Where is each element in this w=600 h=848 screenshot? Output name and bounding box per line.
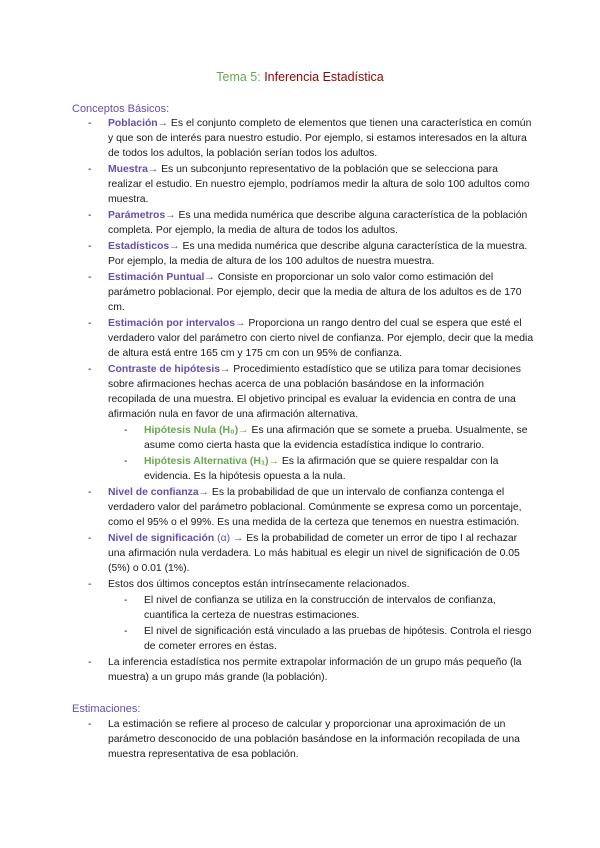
estimation-text: La estimación se refiere al proceso de calcular y proporcionar una aproximación de un parámetro desconocido de una población basándose en la información recopilada de una muestra representativa de esa población. [108, 719, 520, 760]
list-item-estadisticos [72, 239, 534, 269]
basics-list [72, 116, 534, 686]
bullet-dash: - [88, 487, 92, 498]
arrow-icon: → [268, 456, 279, 467]
list-item-estimacion [72, 717, 534, 762]
definition-text: Es una medida numérica que describe alguna característica de la población completa. Por ejemplo, la media de altura de todos los adultos. [108, 210, 528, 236]
term-label: Contraste de hipótesis [108, 364, 221, 375]
arrow-icon: → [198, 487, 210, 498]
title-main: Inferencia Estadística [264, 70, 384, 84]
term-label: Hipótesis Alternativa (H₁) [144, 456, 269, 467]
term-label: Parámetros [108, 210, 166, 221]
bullet-dash: - [124, 425, 128, 436]
bullet-dash: - [88, 364, 92, 375]
arrow-icon: → [235, 318, 246, 329]
list-item-estimacion-intervalos [72, 316, 534, 361]
sub-item-hipotesis-nula [72, 423, 534, 453]
list-item-poblacion [72, 116, 534, 161]
sub-item-significacion-note [72, 624, 534, 654]
arrow-icon: → [204, 272, 215, 283]
definition-text: Es el conjunto completo de elementos que tienen una característica en común y que son de interés para nuestro estudio. Por ejemplo, si estamos interesados en la altura de todos los adultos, la población serían todos los adultos. [108, 118, 532, 159]
list-item-inferencia [72, 655, 534, 685]
bullet-dash: - [88, 272, 92, 283]
arrow-icon: → [238, 425, 249, 436]
term-label: Nivel de confianza [108, 487, 199, 498]
definition-text: Es una medida numérica que describe alguna característica de la muestra. Por ejemplo, la media de altura de los 100 adultos de nuestra muestra. [108, 241, 528, 267]
list-item-nivel-confianza [72, 485, 534, 530]
term-label: Estadísticos [108, 241, 170, 252]
sub-item-confianza-note [72, 593, 534, 623]
definition-text: Es un subconjunto representativo de la población que se selecciona para realizar el estudio. En nuestro ejemplo, podríamos medir la altura de solo 100 adultos como muestra. [108, 164, 530, 205]
list-item-parametros [72, 208, 534, 238]
bullet-dash: - [88, 210, 92, 221]
sub-item-hipotesis-alternativa [72, 454, 534, 484]
section-heading-estimations: Estimaciones: [72, 703, 141, 715]
bullet-dash: - [124, 456, 128, 467]
arrow-icon: → [165, 210, 176, 221]
bullet-dash: - [88, 579, 92, 590]
sub-text: El nivel de confianza se utiliza en la construcción de intervalos de confianza, cuantifica la certeza de nuestras estimaciones. [144, 595, 496, 621]
definition-text: Es una afirmación que se somete a prueba. Usualmente, se asume como cierta hasta que la evidencia estadística indique lo contrario. [144, 425, 528, 451]
definition-text: Es la afirmación que se quiere respaldar con la evidencia. Es la hipótesis opuesta a la nula. [144, 456, 499, 482]
estimations-list [72, 717, 534, 763]
term-label: Nivel de significación [108, 533, 215, 544]
list-item-contraste-hipotesis [72, 362, 534, 422]
term-label: Hipótesis Nula (H₀) [144, 425, 239, 436]
bullet-dash: - [124, 626, 128, 637]
title-prefix: Tema 5: [216, 70, 265, 84]
related-text: Estos dos últimos conceptos están intrínsecamente relacionados. [108, 579, 410, 590]
bullet-dash: - [88, 118, 92, 129]
list-item-muestra [72, 162, 534, 207]
sub-text: El nivel de significación está vinculado a las pruebas de hipótesis. Controla el riesgo de cometer errores en éstas. [144, 626, 532, 652]
inference-text: La inferencia estadística nos permite extrapolar información de un grupo más pequeño (la muestra) a un grupo más grande (la población). [108, 657, 522, 683]
arrow-icon: → [147, 164, 159, 175]
arrow-icon: → [230, 533, 244, 544]
definition-text: Proporciona un rango dentro del cual se espera que esté el verdadero valor del parámetro con cierto nivel de confianza. Por ejemplo, decir que la media de altura está entre 165 cm y 175 cm con un 95% de confianza. [108, 318, 534, 359]
term-label: Muestra [108, 164, 148, 175]
bullet-dash: - [88, 164, 92, 175]
bullet-dash: - [88, 719, 92, 730]
arrow-icon: → [157, 118, 169, 129]
definition-text: Es la probabilidad de que un intervalo de confianza contenga el verdadero valor del parámetro poblacional. Comúnmente se expresa como un porcentaje, como el 95% o el 99%. Es una medida de la certeza que tenemos en nuestra estimación. [108, 487, 522, 528]
bullet-dash: - [88, 533, 92, 544]
bullet-dash: - [124, 595, 128, 606]
term-label: Estimación por intervalos [108, 318, 236, 329]
list-item-estimacion-puntual [72, 270, 534, 315]
definition-text: Procedimiento estadístico que se utiliza para tomar decisiones sobre afirmaciones hechas acerca de una población basándose en la información recopilada de una muestra. El objetivo principal es evaluar la evidencia en contra de una afirmación nula en favor de una afirmación alternativa. [108, 364, 521, 420]
alpha-symbol: (α) [214, 533, 231, 544]
section-heading-basics: Conceptos Básicos: [72, 103, 170, 115]
term-label: Población [108, 118, 158, 129]
page-title [0, 70, 600, 84]
arrow-icon: → [169, 241, 180, 252]
bullet-dash: - [88, 241, 92, 252]
definition-text: Consiste en proporcionar un solo valor como estimación del parámetro poblacional. Por ejemplo, decir que la media de altura de los adultos es de 170 cm. [108, 272, 522, 313]
arrow-icon: → [220, 364, 231, 375]
bullet-dash: - [88, 657, 92, 668]
bullet-dash: - [88, 318, 92, 329]
list-item-related [72, 577, 534, 592]
term-label: Estimación Puntual [108, 272, 205, 283]
definition-text: Es la probabilidad de cometer un error de tipo I al rechazar una afirmación nula verdadera. Lo más habitual es elegir un nivel de significación de 0.05 (5%) o 0.01 (1%). [108, 533, 520, 574]
list-item-nivel-significacion [72, 531, 534, 576]
